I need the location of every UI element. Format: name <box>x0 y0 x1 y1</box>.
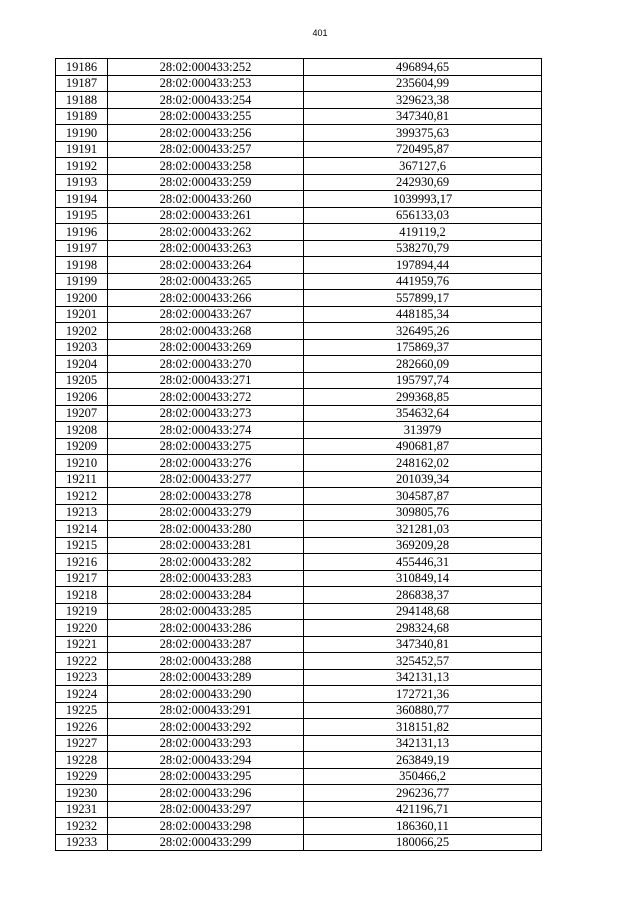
table-row <box>56 372 542 389</box>
cadastral-number-cell: 28:02:000433:283 <box>108 570 304 587</box>
row-number-cell: 19198 <box>56 257 108 274</box>
row-number-cell: 19233 <box>56 834 108 851</box>
cadastral-number-cell: 28:02:000433:271 <box>108 372 304 389</box>
cadastral-value-cell: 421196,71 <box>304 801 542 818</box>
cadastral-value-cell: 172721,36 <box>304 686 542 703</box>
table-row <box>56 768 542 785</box>
table-row <box>56 290 542 307</box>
cadastral-number-cell: 28:02:000433:274 <box>108 422 304 439</box>
row-number-cell: 19200 <box>56 290 108 307</box>
cadastral-number-cell: 28:02:000433:260 <box>108 191 304 208</box>
row-number-cell: 19214 <box>56 521 108 538</box>
cadastral-value-cell: 180066,25 <box>304 834 542 851</box>
cadastral-value-cell: 360880,77 <box>304 702 542 719</box>
table-row <box>56 686 542 703</box>
cadastral-value-cell: 441959,76 <box>304 273 542 290</box>
table-row <box>56 719 542 736</box>
table-row <box>56 174 542 191</box>
table-row <box>56 587 542 604</box>
row-number-cell: 19197 <box>56 240 108 257</box>
table-row <box>56 59 542 76</box>
row-number-cell: 19199 <box>56 273 108 290</box>
table-row <box>56 273 542 290</box>
cadastral-value-cell: 720495,87 <box>304 141 542 158</box>
cadastral-number-cell: 28:02:000433:264 <box>108 257 304 274</box>
cadastral-value-cell: 310849,14 <box>304 570 542 587</box>
table-row <box>56 504 542 521</box>
cadastral-number-cell: 28:02:000433:293 <box>108 735 304 752</box>
cadastral-number-cell: 28:02:000433:279 <box>108 504 304 521</box>
cadastral-number-cell: 28:02:000433:258 <box>108 158 304 175</box>
table-row <box>56 603 542 620</box>
cadastral-number-cell: 28:02:000433:299 <box>108 834 304 851</box>
row-number-cell: 19205 <box>56 372 108 389</box>
cadastral-number-cell: 28:02:000433:268 <box>108 323 304 340</box>
row-number-cell: 19206 <box>56 389 108 406</box>
cadastral-value-cell: 369209,28 <box>304 537 542 554</box>
cadastral-value-cell: 242930,69 <box>304 174 542 191</box>
cadastral-value-cell: 175869,37 <box>304 339 542 356</box>
cadastral-number-cell: 28:02:000433:257 <box>108 141 304 158</box>
table-row <box>56 356 542 373</box>
row-number-cell: 19218 <box>56 587 108 604</box>
cadastral-number-cell: 28:02:000433:252 <box>108 59 304 76</box>
row-number-cell: 19227 <box>56 735 108 752</box>
cadastral-number-cell: 28:02:000433:282 <box>108 554 304 571</box>
cadastral-number-cell: 28:02:000433:281 <box>108 537 304 554</box>
cadastral-value-cell: 186360,11 <box>304 818 542 835</box>
cadastral-value-cell: 399375,63 <box>304 125 542 142</box>
row-number-cell: 19230 <box>56 785 108 802</box>
cadastral-value-cell: 286838,37 <box>304 587 542 604</box>
cadastral-number-cell: 28:02:000433:290 <box>108 686 304 703</box>
cadastral-value-cell: 304587,87 <box>304 488 542 505</box>
row-number-cell: 19212 <box>56 488 108 505</box>
row-number-cell: 19221 <box>56 636 108 653</box>
cadastral-value-cell: 367127,6 <box>304 158 542 175</box>
cadastral-number-cell: 28:02:000433:284 <box>108 587 304 604</box>
cadastral-value-cell: 354632,64 <box>304 405 542 422</box>
cadastral-number-cell: 28:02:000433:287 <box>108 636 304 653</box>
cadastral-value-cell: 298324,68 <box>304 620 542 637</box>
cadastral-value-cell: 321281,03 <box>304 521 542 538</box>
cadastral-number-cell: 28:02:000433:270 <box>108 356 304 373</box>
table-row <box>56 207 542 224</box>
cadastral-value-cell: 347340,81 <box>304 636 542 653</box>
table-row <box>56 653 542 670</box>
table-row <box>56 224 542 241</box>
cadastral-number-cell: 28:02:000433:291 <box>108 702 304 719</box>
cadastral-number-cell: 28:02:000433:292 <box>108 719 304 736</box>
table-row <box>56 488 542 505</box>
cadastral-value-cell: 325452,57 <box>304 653 542 670</box>
cadastral-value-cell: 294148,68 <box>304 603 542 620</box>
cadastral-number-cell: 28:02:000433:297 <box>108 801 304 818</box>
cadastral-number-cell: 28:02:000433:273 <box>108 405 304 422</box>
table-row <box>56 752 542 769</box>
table-row <box>56 257 542 274</box>
cadastral-number-cell: 28:02:000433:267 <box>108 306 304 323</box>
table-row <box>56 818 542 835</box>
cadastral-value-cell: 296236,77 <box>304 785 542 802</box>
cadastral-value-cell: 342131,13 <box>304 735 542 752</box>
row-number-cell: 19226 <box>56 719 108 736</box>
cadastral-value-cell: 347340,81 <box>304 108 542 125</box>
table-row <box>56 636 542 653</box>
cadastral-value-cell: 350466,2 <box>304 768 542 785</box>
table-row <box>56 537 542 554</box>
cadastral-number-cell: 28:02:000433:255 <box>108 108 304 125</box>
row-number-cell: 19219 <box>56 603 108 620</box>
row-number-cell: 19203 <box>56 339 108 356</box>
cadastral-number-cell: 28:02:000433:286 <box>108 620 304 637</box>
table-row <box>56 620 542 637</box>
row-number-cell: 19216 <box>56 554 108 571</box>
table-row <box>56 191 542 208</box>
row-number-cell: 19210 <box>56 455 108 472</box>
table-row <box>56 422 542 439</box>
table-row <box>56 158 542 175</box>
cadastral-value-cell: 490681,87 <box>304 438 542 455</box>
cadastral-number-cell: 28:02:000433:285 <box>108 603 304 620</box>
table-row <box>56 92 542 109</box>
row-number-cell: 19211 <box>56 471 108 488</box>
table-row <box>56 471 542 488</box>
row-number-cell: 19228 <box>56 752 108 769</box>
row-number-cell: 19207 <box>56 405 108 422</box>
row-number-cell: 19223 <box>56 669 108 686</box>
cadastral-number-cell: 28:02:000433:266 <box>108 290 304 307</box>
table-row <box>56 405 542 422</box>
cadastral-number-cell: 28:02:000433:295 <box>108 768 304 785</box>
table-row <box>56 125 542 142</box>
table-row <box>56 339 542 356</box>
cadastral-value-cell: 326495,26 <box>304 323 542 340</box>
cadastral-number-cell: 28:02:000433:289 <box>108 669 304 686</box>
cadastral-number-cell: 28:02:000433:278 <box>108 488 304 505</box>
cadastral-number-cell: 28:02:000433:298 <box>108 818 304 835</box>
cadastral-number-cell: 28:02:000433:262 <box>108 224 304 241</box>
cadastral-number-cell: 28:02:000433:265 <box>108 273 304 290</box>
cadastral-number-cell: 28:02:000433:269 <box>108 339 304 356</box>
table-row <box>56 554 542 571</box>
table-row <box>56 389 542 406</box>
row-number-cell: 19190 <box>56 125 108 142</box>
cadastral-value-cell: 197894,44 <box>304 257 542 274</box>
row-number-cell: 19220 <box>56 620 108 637</box>
row-number-cell: 19222 <box>56 653 108 670</box>
cadastral-value-cell: 282660,09 <box>304 356 542 373</box>
cadastral-value-cell: 263849,19 <box>304 752 542 769</box>
cadastral-number-cell: 28:02:000433:280 <box>108 521 304 538</box>
table-row <box>56 438 542 455</box>
cadastral-value-cell: 656133,03 <box>304 207 542 224</box>
cadastral-number-cell: 28:02:000433:254 <box>108 92 304 109</box>
row-number-cell: 19231 <box>56 801 108 818</box>
cadastral-value-cell: 248162,02 <box>304 455 542 472</box>
cadastral-number-cell: 28:02:000433:272 <box>108 389 304 406</box>
cadastral-value-cell: 1039993,17 <box>304 191 542 208</box>
row-number-cell: 19225 <box>56 702 108 719</box>
table-row <box>56 785 542 802</box>
cadastral-number-cell: 28:02:000433:294 <box>108 752 304 769</box>
cadastral-number-cell: 28:02:000433:259 <box>108 174 304 191</box>
table-row <box>56 702 542 719</box>
table-row <box>56 570 542 587</box>
table-row <box>56 108 542 125</box>
cadastral-number-cell: 28:02:000433:276 <box>108 455 304 472</box>
cadastral-value-table <box>55 58 542 851</box>
cadastral-value-cell: 201039,34 <box>304 471 542 488</box>
cadastral-value-cell: 496894,65 <box>304 59 542 76</box>
cadastral-value-cell: 235604,99 <box>304 75 542 92</box>
cadastral-number-cell: 28:02:000433:275 <box>108 438 304 455</box>
cadastral-value-cell: 557899,17 <box>304 290 542 307</box>
cadastral-number-cell: 28:02:000433:263 <box>108 240 304 257</box>
cadastral-value-cell: 309805,76 <box>304 504 542 521</box>
row-number-cell: 19232 <box>56 818 108 835</box>
row-number-cell: 19213 <box>56 504 108 521</box>
row-number-cell: 19224 <box>56 686 108 703</box>
table-row <box>56 735 542 752</box>
table-row <box>56 834 542 851</box>
row-number-cell: 19196 <box>56 224 108 241</box>
row-number-cell: 19209 <box>56 438 108 455</box>
cadastral-number-cell: 28:02:000433:256 <box>108 125 304 142</box>
table-row <box>56 323 542 340</box>
cadastral-value-cell: 195797,74 <box>304 372 542 389</box>
cadastral-value-cell: 313979 <box>304 422 542 439</box>
table-row <box>56 669 542 686</box>
cadastral-value-cell: 538270,79 <box>304 240 542 257</box>
row-number-cell: 19188 <box>56 92 108 109</box>
page-number: 401 <box>312 28 328 38</box>
cadastral-value-cell: 329623,38 <box>304 92 542 109</box>
row-number-cell: 19191 <box>56 141 108 158</box>
row-number-cell: 19201 <box>56 306 108 323</box>
table-row <box>56 521 542 538</box>
row-number-cell: 19229 <box>56 768 108 785</box>
row-number-cell: 19193 <box>56 174 108 191</box>
cadastral-value-cell: 419119,2 <box>304 224 542 241</box>
cadastral-number-cell: 28:02:000433:288 <box>108 653 304 670</box>
row-number-cell: 19217 <box>56 570 108 587</box>
table-row <box>56 455 542 472</box>
table-row <box>56 306 542 323</box>
table-row <box>56 240 542 257</box>
table-row <box>56 141 542 158</box>
row-number-cell: 19192 <box>56 158 108 175</box>
cadastral-number-cell: 28:02:000433:253 <box>108 75 304 92</box>
cadastral-value-cell: 455446,31 <box>304 554 542 571</box>
cadastral-number-cell: 28:02:000433:261 <box>108 207 304 224</box>
cadastral-number-cell: 28:02:000433:277 <box>108 471 304 488</box>
table-row <box>56 801 542 818</box>
row-number-cell: 19208 <box>56 422 108 439</box>
row-number-cell: 19194 <box>56 191 108 208</box>
row-number-cell: 19202 <box>56 323 108 340</box>
cadastral-number-cell: 28:02:000433:296 <box>108 785 304 802</box>
cadastral-value-cell: 342131,13 <box>304 669 542 686</box>
table-body <box>56 59 542 851</box>
row-number-cell: 19204 <box>56 356 108 373</box>
cadastral-value-cell: 299368,85 <box>304 389 542 406</box>
row-number-cell: 19215 <box>56 537 108 554</box>
row-number-cell: 19195 <box>56 207 108 224</box>
row-number-cell: 19187 <box>56 75 108 92</box>
table-row <box>56 75 542 92</box>
cadastral-value-cell: 318151,82 <box>304 719 542 736</box>
row-number-cell: 19186 <box>56 59 108 76</box>
row-number-cell: 19189 <box>56 108 108 125</box>
cadastral-value-cell: 448185,34 <box>304 306 542 323</box>
